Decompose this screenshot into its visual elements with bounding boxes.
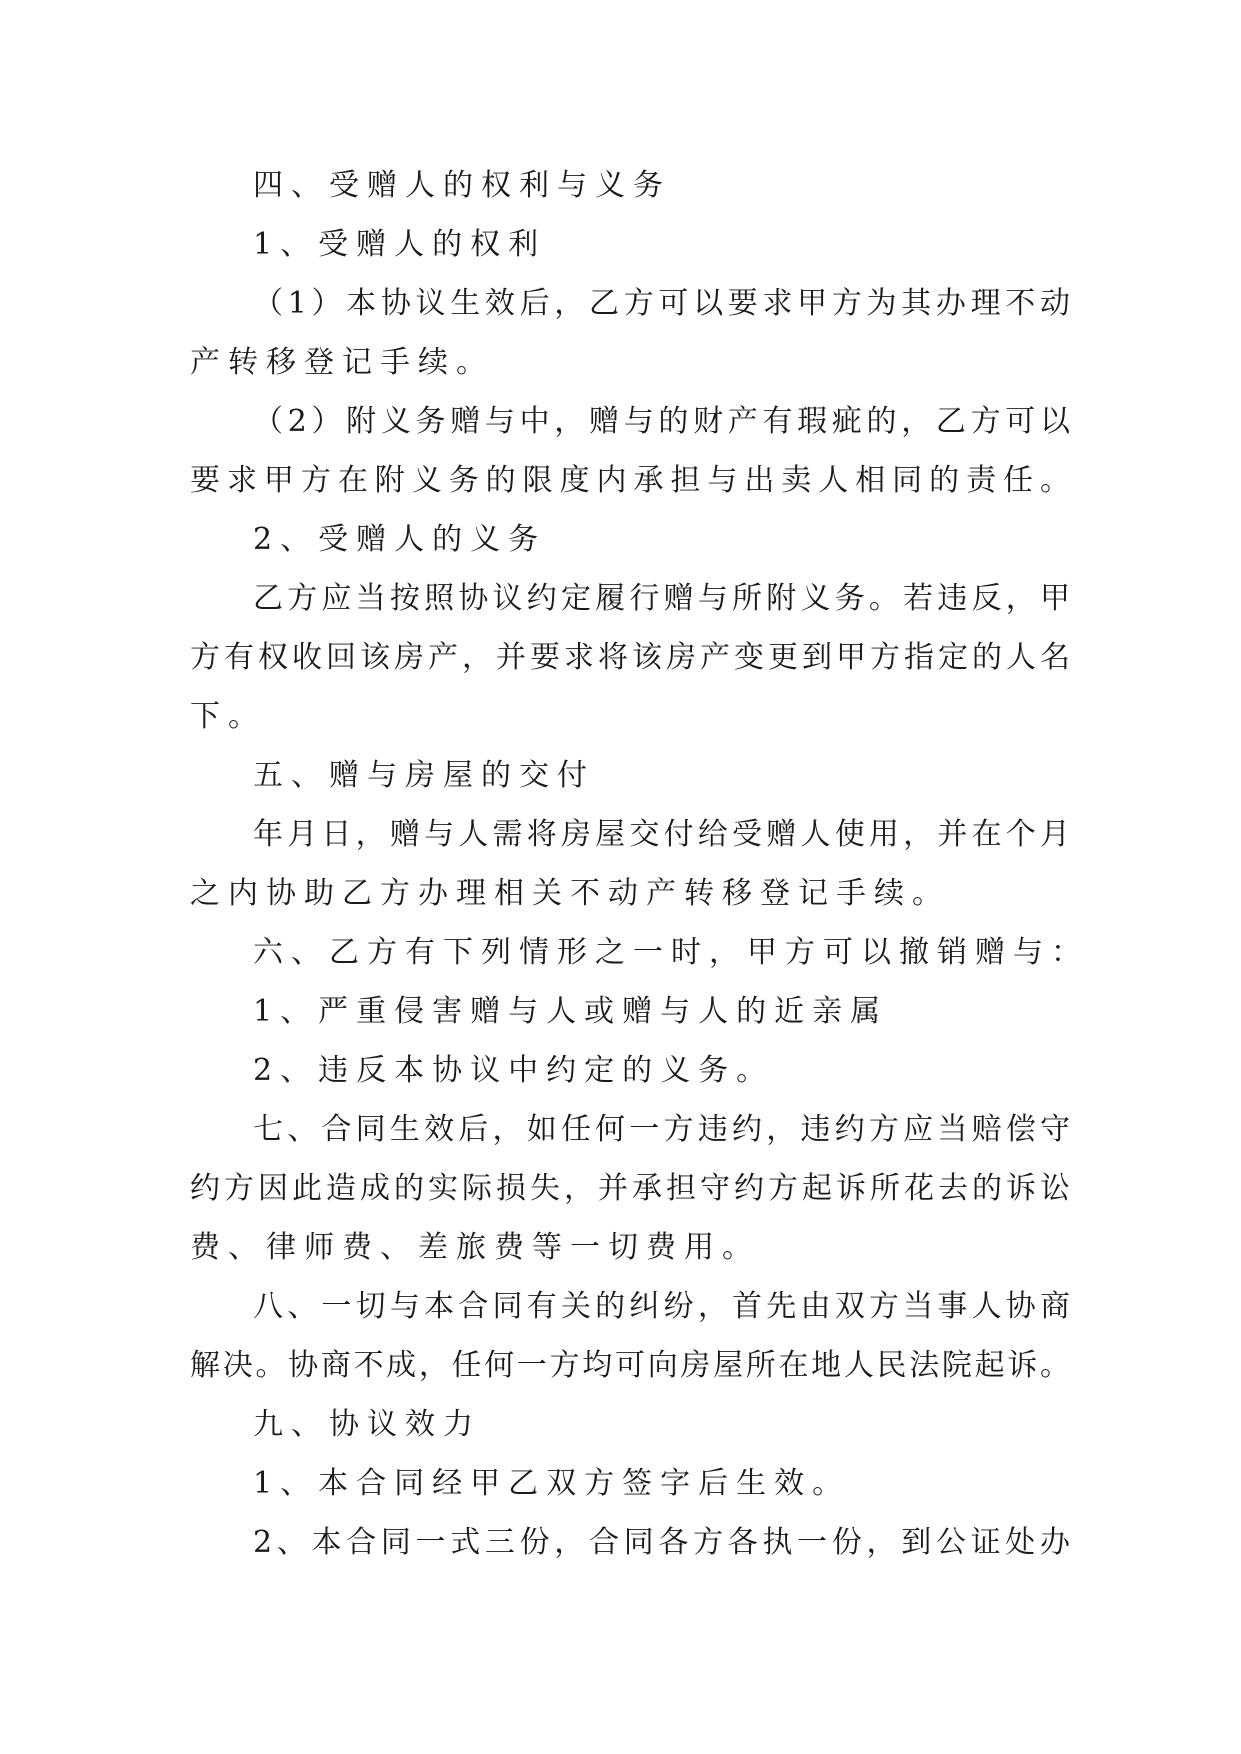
subheading-recipient-rights: 1、受赠人的权利 [253,227,547,262]
list-item: 1、本合同经甲乙双方签字后生效。 [253,1466,851,1501]
list-item: 1、严重侵害赠与人或赠与人的近亲属 [253,994,889,1029]
paragraph-line: 方有权收回该房产，并要求将该房产变更到甲方指定的人名 [190,640,1070,675]
paragraph-line: 费、律师费、差旅费等一切费用。 [190,1230,760,1265]
paragraph-line: 之内协助乙方办理相关不动产转移登记手续。 [190,876,950,911]
section-heading-8: 八、一切与本合同有关的纠纷，首先由双方当事人协商 [253,1289,1070,1324]
section-heading-7: 七、合同生效后，如任何一方违约，违约方应当赔偿守 [253,1112,1070,1147]
section-heading-6: 六、乙方有下列情形之一时，甲方可以撤销赠与： [253,935,1089,970]
list-item: 2、本合同一式三份，合同各方各执一份，到公证处办 [253,1525,1070,1560]
paragraph-line: 解决。协商不成，任何一方均可向房屋所在地人民法院起诉。 [190,1348,1070,1383]
paragraph-line: （2）附义务赠与中，赠与的财产有瑕疵的，乙方可以 [253,404,1070,439]
section-heading-5: 五、赠与房屋的交付 [253,758,595,793]
paragraph-line: 约方因此造成的实际损失，并承担守约方起诉所花去的诉讼 [190,1171,1070,1206]
paragraph-line: （1）本协议生效后，乙方可以要求甲方为其办理不动 [253,286,1070,321]
paragraph-line: 产转移登记手续。 [190,345,494,380]
paragraph-line: 下。 [190,699,266,734]
section-heading-4: 四、受赠人的权利与义务 [253,168,671,203]
paragraph-line: 乙方应当按照协议约定履行赠与所附义务。若违反，甲 [253,581,1070,616]
section-heading-9: 九、协议效力 [253,1407,481,1442]
paragraph-line: 要求甲方在附义务的限度内承担与出卖人相同的责任。 [190,463,1070,498]
paragraph-line: 年月日，赠与人需将房屋交付给受赠人使用，并在个月 [253,817,1070,852]
list-item: 2、违反本协议中约定的义务。 [253,1053,775,1088]
subheading-recipient-duties: 2、受赠人的义务 [253,522,547,557]
